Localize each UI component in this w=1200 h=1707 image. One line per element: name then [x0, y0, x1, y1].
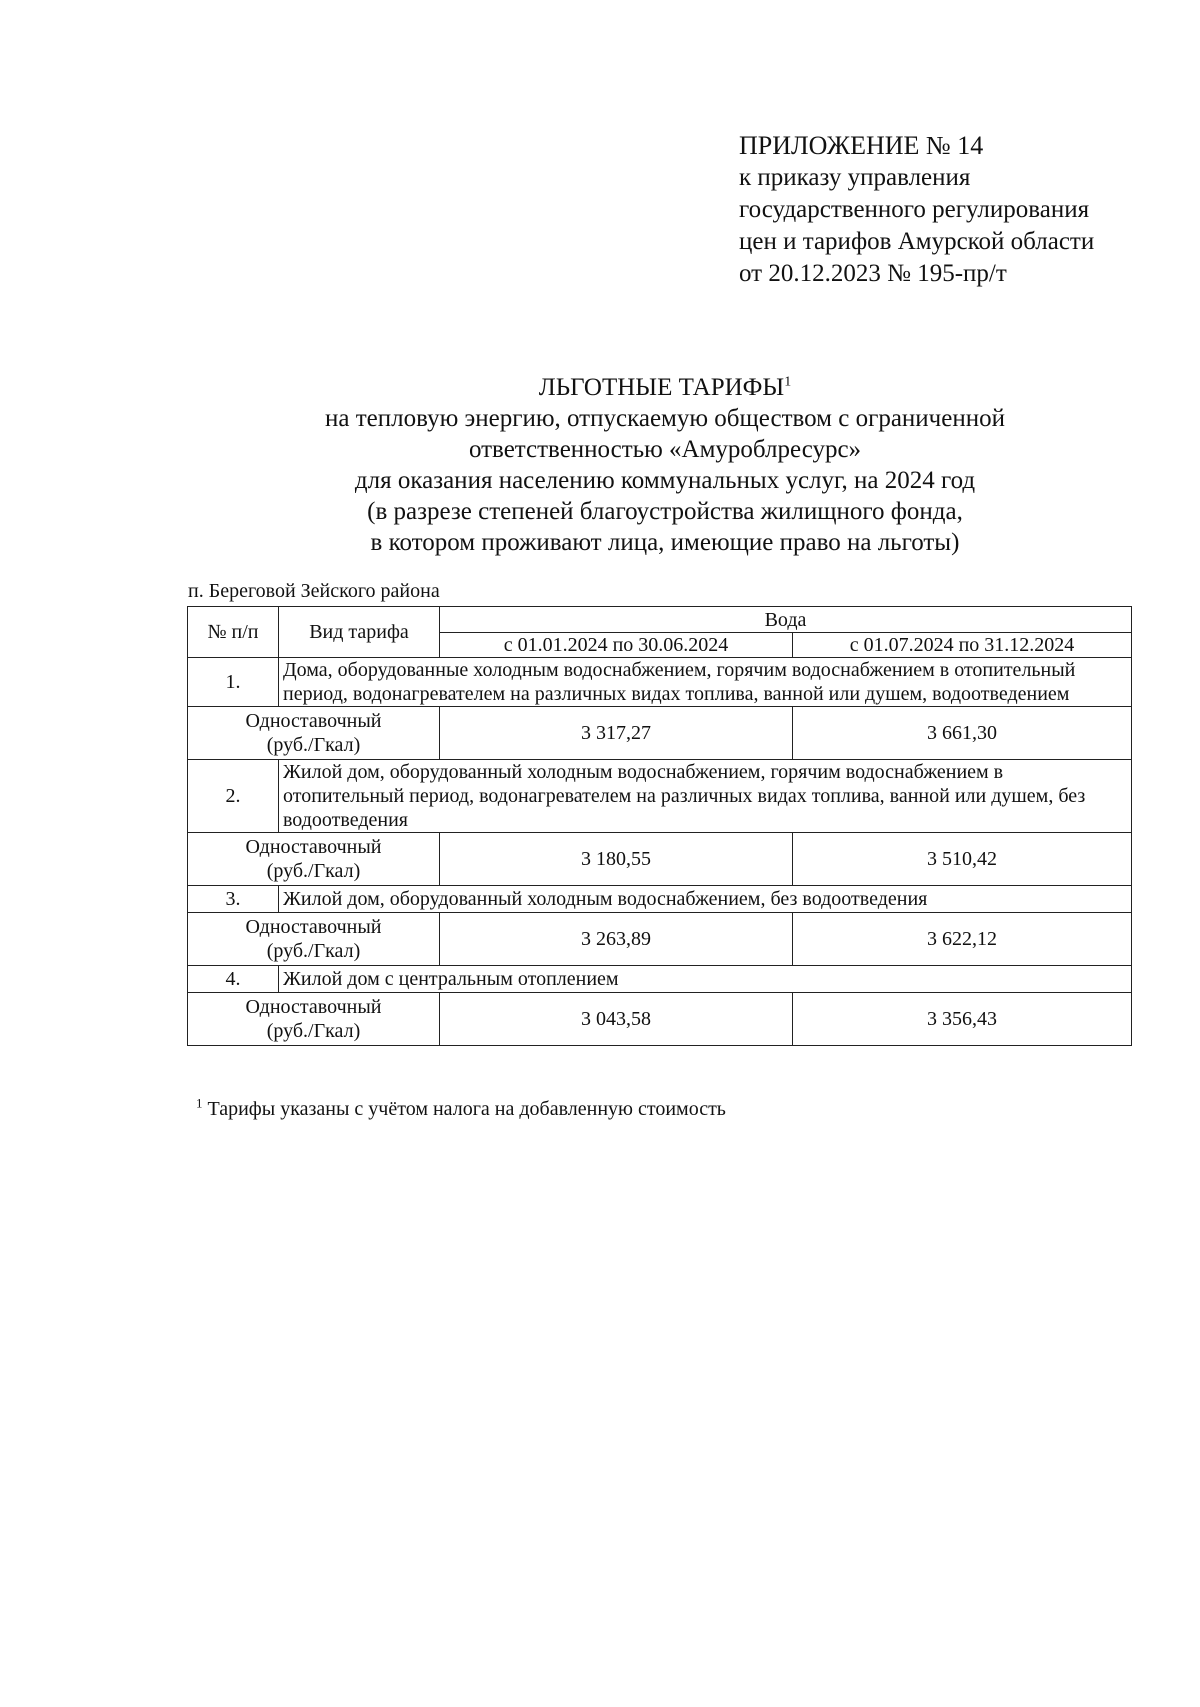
tariff-type-cell: [188, 993, 440, 1046]
table-row: [188, 760, 1132, 833]
tariff-label: Одноставочный: [245, 916, 382, 938]
header-kind: Вид тарифа: [279, 607, 440, 658]
category-num: 3.: [188, 886, 279, 913]
table-row: [188, 993, 1132, 1046]
tariff-unit: (руб./Гкал): [266, 1020, 361, 1042]
title-line: на тепловую энергию, отпускаемую обществом с ограниченной: [325, 405, 1005, 432]
tariff-value-period1: 3 180,55: [440, 833, 793, 886]
appendix-heading: ПРИЛОЖЕНИЕ № 14: [739, 131, 984, 160]
footnote-mark: 1: [196, 1095, 203, 1111]
tariff-table: [187, 606, 1132, 1046]
footnote: [196, 1095, 726, 1121]
title-main: [180, 372, 1150, 403]
category-description: Жилой дом, оборудованный холодным водоснабжением, горячим водоснабжением в отопительный период, водонагревателем на различных видах топлива, ванной или душем, без водоотведения: [279, 760, 1132, 833]
title-line: для оказания населению коммунальных услуг, на 2024 год: [354, 467, 976, 494]
header-num: № п/п: [188, 607, 279, 658]
category-num: 2.: [188, 760, 279, 833]
location-label: п. Береговой Зейского района: [188, 580, 440, 602]
header-period2: с 01.07.2024 по 31.12.2024: [793, 633, 1132, 658]
category-num: 4.: [188, 966, 279, 993]
tariff-value-period1: 3 043,58: [440, 993, 793, 1046]
table-row: [188, 886, 1132, 913]
title-line: (в разрезе степеней благоустройства жилищного фонда,: [367, 498, 963, 525]
category-num: 1.: [188, 658, 279, 707]
title-main-text: ЛЬГОТНЫЕ ТАРИФЫ: [538, 374, 785, 401]
category-description: Дома, оборудованные холодным водоснабжением, горячим водоснабжением в отопительный период, водонагревателем на различных видах топлива, ванной или душем, водоотведением: [279, 658, 1132, 707]
tariff-label: Одноставочный: [245, 996, 382, 1018]
header-group: Вода: [440, 607, 1132, 633]
tariff-type-cell: [188, 913, 440, 966]
footnote-text: Тарифы указаны с учётом налога на добавленную стоимость: [207, 1098, 726, 1120]
appendix-block: [739, 130, 1094, 290]
tariff-value-period2: 3 510,42: [793, 833, 1132, 886]
table-row: [188, 658, 1132, 707]
tariff-type-cell: [188, 707, 440, 760]
category-description: Жилой дом, оборудованный холодным водоснабжением, без водоотведения: [279, 886, 1132, 913]
table-row: [188, 966, 1132, 993]
document-title: [180, 372, 1150, 558]
table-row: [188, 707, 1132, 760]
tariff-value-period1: 3 263,89: [440, 913, 793, 966]
appendix-line: к приказу управления: [739, 164, 971, 191]
header-period1: с 01.01.2024 по 30.06.2024: [440, 633, 793, 658]
tariff-value-period2: 3 622,12: [793, 913, 1132, 966]
appendix-line: государственного регулирования: [739, 196, 1090, 223]
tariff-label: Одноставочный: [245, 836, 382, 858]
title-line: в котором проживают лица, имеющие право на льготы): [370, 529, 960, 556]
table-row: [188, 833, 1132, 886]
table-header-row: [188, 607, 1132, 633]
tariff-label: Одноставочный: [245, 710, 382, 732]
category-description: Жилой дом с центральным отоплением: [279, 966, 1132, 993]
title-footnote-mark: 1: [784, 374, 792, 390]
tariff-unit: (руб./Гкал): [266, 940, 361, 962]
appendix-line: цен и тарифов Амурской области: [739, 228, 1095, 255]
title-line: ответственностью «Амуроблресурс»: [468, 436, 862, 463]
tariff-value-period2: 3 356,43: [793, 993, 1132, 1046]
tariff-type-cell: [188, 833, 440, 886]
table-row: [188, 913, 1132, 966]
appendix-line: от 20.12.2023 № 195-пр/т: [739, 260, 1007, 287]
tariff-unit: (руб./Гкал): [266, 860, 361, 882]
tariff-value-period2: 3 661,30: [793, 707, 1132, 760]
tariff-unit: (руб./Гкал): [266, 734, 361, 756]
tariff-value-period1: 3 317,27: [440, 707, 793, 760]
